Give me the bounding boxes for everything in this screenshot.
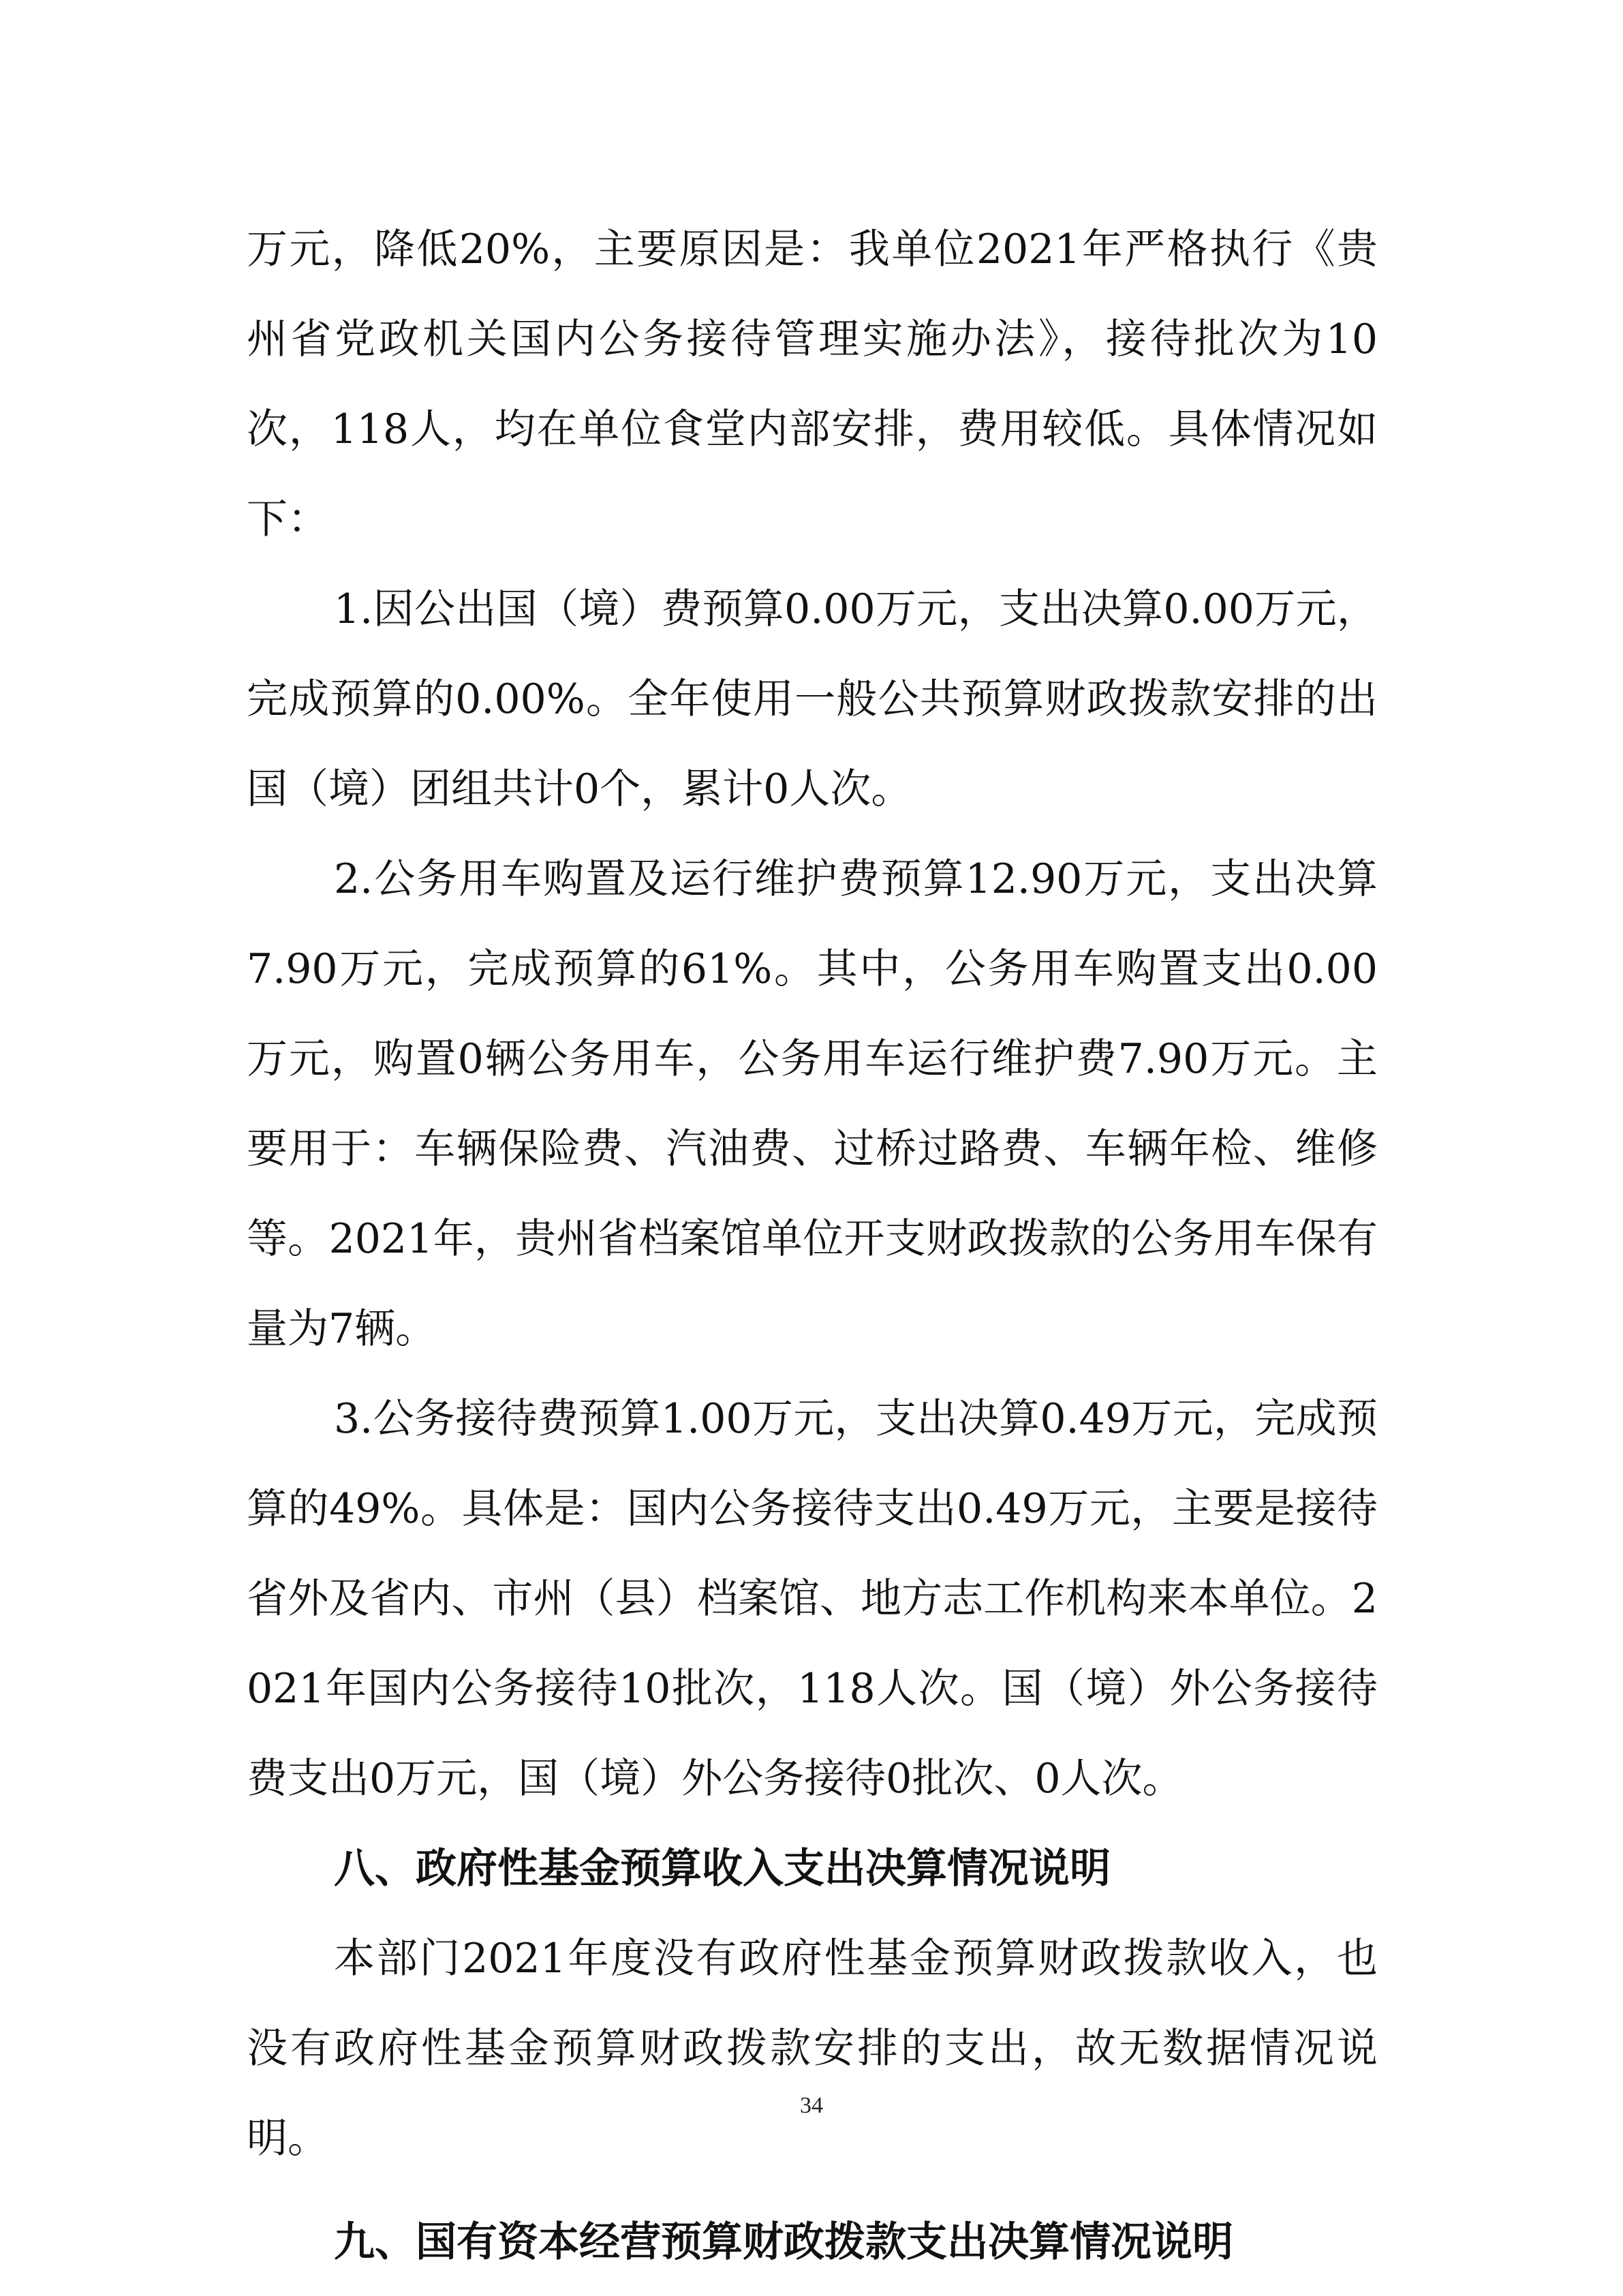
section-heading-government-fund: 八、政府性基金预算收入支出决算情况说明 [334, 1845, 1111, 1893]
page-number: 34 [800, 2093, 823, 2118]
paragraph-official-reception: 3.公务接待费预算1.00万元，支出决算0.49万元，完成预算的49%。具体是：国内公务接待支出0.49万元，主要是接待省外及省内、市州（县）档案馆、地方志工作机构来本单位。2021年国内公务接待10批次，118人次。国（境）外公务接待费支出0万元，国（境）外公务接待0批次、0人次。 [247, 1395, 1378, 1803]
paragraph-government-fund: 本部门2021年度没有政府性基金预算财政拨款收入，也没有政府性基金预算财政拨款安排的支出，故无数据情况说明。 [247, 1935, 1378, 2162]
page-body [247, 204, 1378, 2287]
paragraph-hospitality-summary: 万元，降低20%，主要原因是：我单位2021年严格执行《贵州省党政机关国内公务接待管理实施办法》，接待批次为10次，118人，均在单位食堂内部安排，费用较低。具体情况如下： [247, 226, 1378, 543]
paragraph-overseas-travel: 1.因公出国（境）费预算0.00万元，支出决算0.00万元，完成预算的0.00%。全年使用一般公共预算财政拨款安排的出国（境）团组共计0个，累计0人次。 [247, 585, 1378, 813]
section-heading-state-capital: 九、国有资本经营预算财政拨款支出决算情况说明 [334, 2218, 1233, 2266]
paragraph-official-vehicles: 2.公务用车购置及运行维护费预算12.90万元，支出决算7.90万元，完成预算的61%。其中，公务用车购置支出0.00万元，购置0辆公务用车，公务用车运行维护费7.90万元。主要用于：车辆保险费、汽油费、过桥过路费、车辆年检、维修等。2021年，贵州省档案馆单位开支财政拨款的公务用车保有量为7辆。 [247, 855, 1378, 1353]
